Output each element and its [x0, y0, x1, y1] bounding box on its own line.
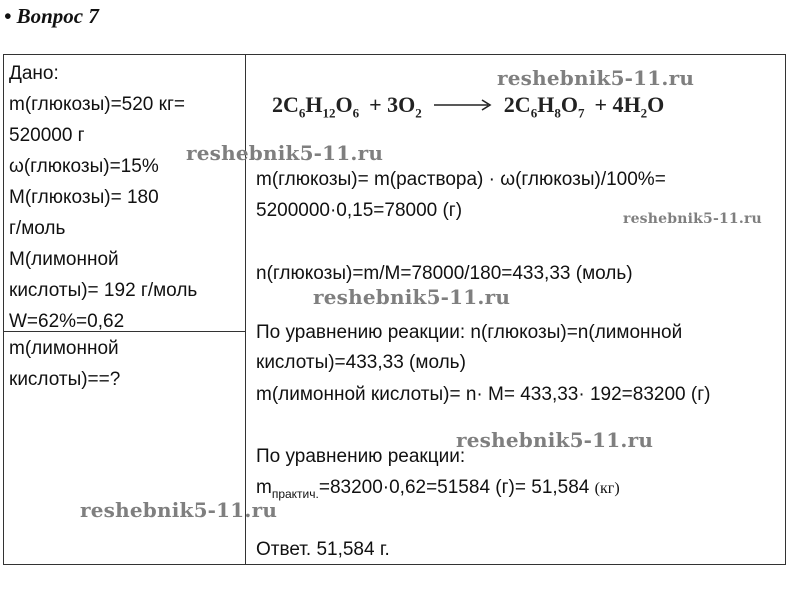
- find-line-2: кислоты)==?: [9, 369, 121, 390]
- watermark: reshebnik5-11.ru: [497, 66, 695, 90]
- given-glucose-molar-mass: M(глюкозы)= 180: [9, 187, 159, 208]
- given-citric-molar-mass: кислоты)= 192 г/моль: [9, 280, 198, 301]
- find-cell: [9, 333, 245, 395]
- given-glucose-fraction: ω(глюкозы)=15%: [9, 156, 159, 177]
- given-glucose-mass-grams: 520000 г: [9, 125, 85, 146]
- solution-line-4: По уравнению реакции: n(глюкозы)=n(лимонной: [256, 322, 683, 343]
- equation-oxygen: + $3O_2$: [369, 92, 422, 121]
- given-citric-molar-mass-label: M(лимонной: [9, 249, 119, 270]
- question-heading: • Вопрос 7: [4, 4, 99, 28]
- watermark: reshebnik5-11.ru: [186, 141, 384, 165]
- solution-line-8: $m_{практич.}=83200\cdot 0,62=51584$ (г)= 51,584 (кг): [256, 477, 620, 501]
- solution-line-2: 5200000·0,15=78000 (г): [256, 200, 463, 221]
- find-line-1: m(лимонной: [9, 338, 119, 359]
- solution-line-1: m(глюкозы)= m(раствора) · ω(глюкозы)/100%=: [256, 169, 666, 190]
- solution-line-7: По уравнению реакции:: [256, 446, 466, 467]
- given-yield: W=62%=0,62: [9, 311, 125, 332]
- answer-line: Ответ. 51,584 г.: [256, 539, 390, 560]
- equation-glucose: $2C_6H_{12}O_6$: [272, 92, 360, 121]
- given-glucose-molar-mass-unit: г/моль: [9, 218, 66, 239]
- reaction-equation: [272, 92, 664, 121]
- equation-citric-acid: $2C_6H_8O_7$: [503, 92, 585, 121]
- watermark: reshebnik5-11.ru: [456, 428, 654, 452]
- reaction-arrow-icon: [432, 100, 494, 112]
- watermark: reshebnik5-11.ru: [80, 498, 278, 522]
- equation-water: + $4H_2O$: [594, 92, 665, 121]
- solution-line-3: n(глюкозы)=m/M=78000/180=433,33 (моль): [256, 263, 633, 284]
- solution-line-6: m(лимонной кислоты)= n· M= 433,33· 192=83200 (г): [256, 384, 711, 405]
- watermark: reshebnik5-11.ru: [313, 285, 511, 309]
- given-cell: [9, 58, 245, 337]
- watermark: reshebnik5-11.ru: [623, 211, 762, 227]
- solution-line-5: кислоты)=433,33 (моль): [256, 352, 466, 373]
- given-glucose-mass: m(глюкозы)=520 кг=: [9, 94, 185, 115]
- given-title: Дано:: [9, 63, 59, 84]
- table-divider-vertical: [245, 54, 246, 565]
